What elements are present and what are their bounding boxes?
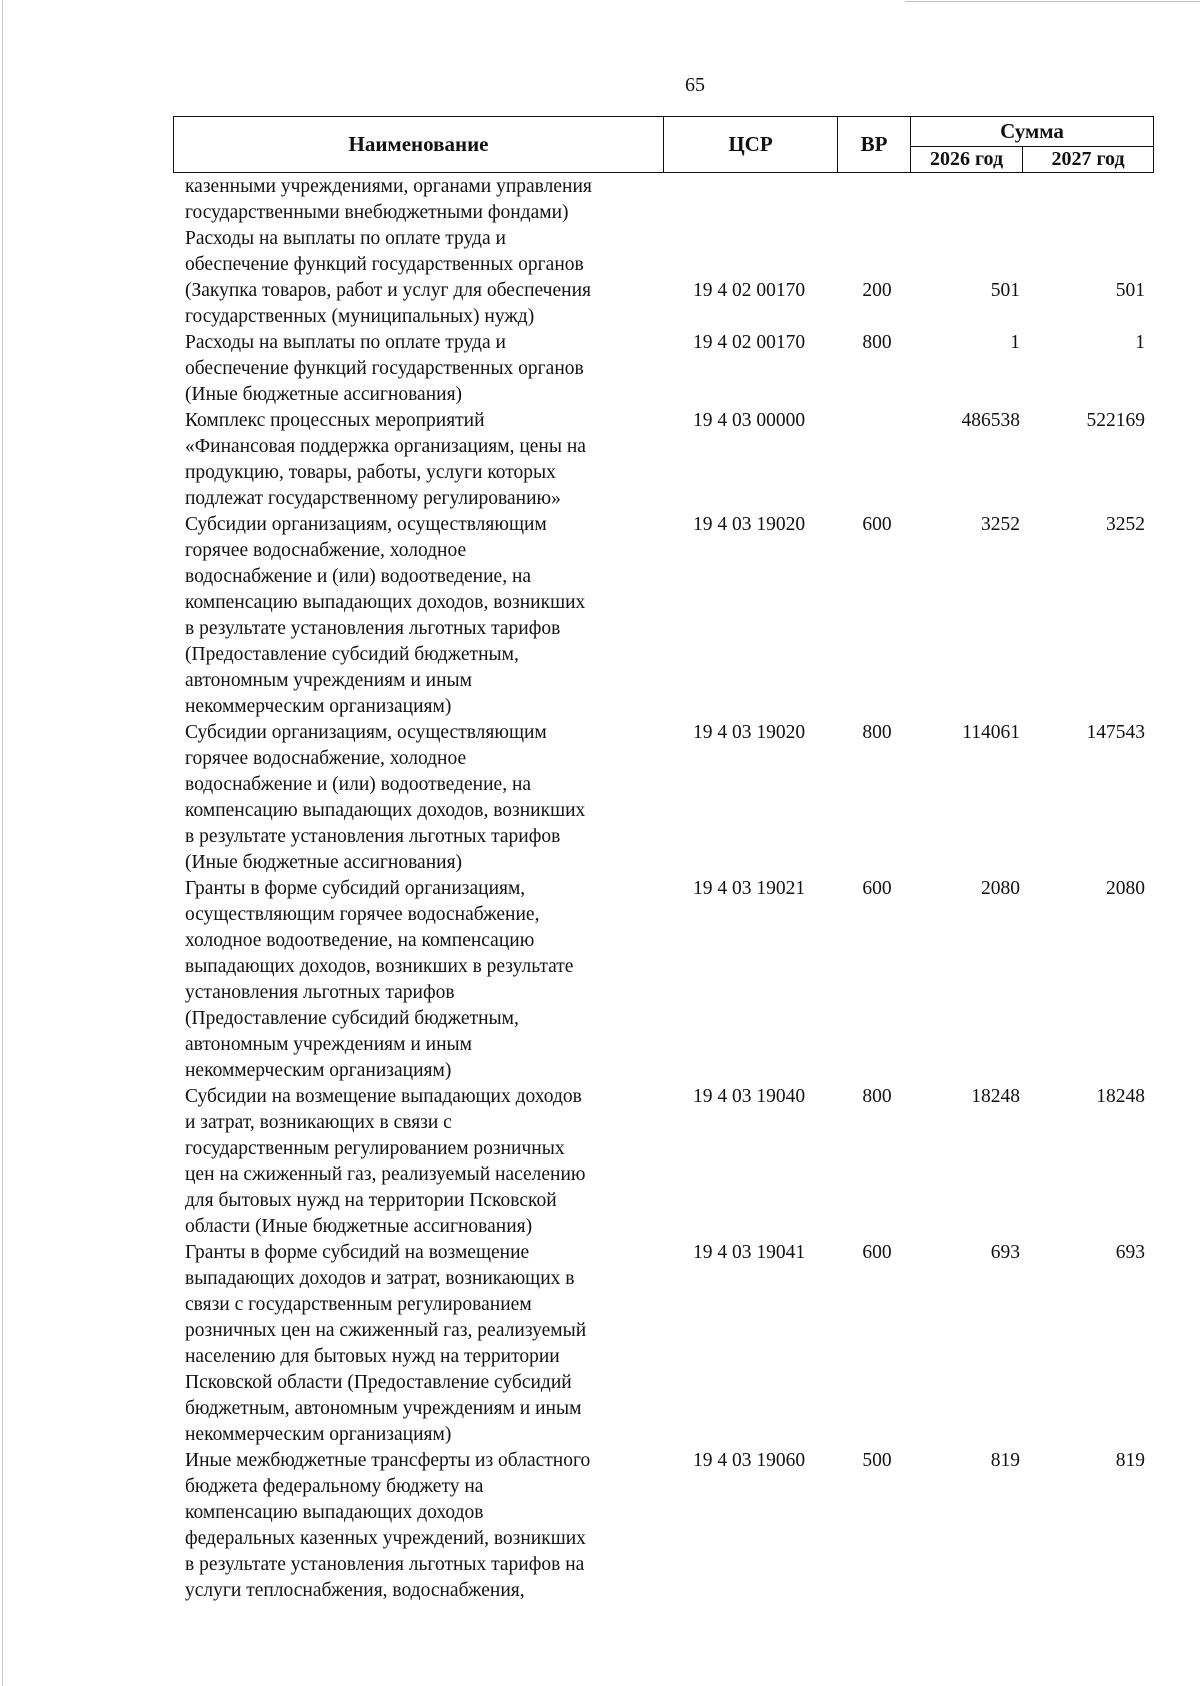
row-2027: 147543 bbox=[1086, 722, 1145, 743]
row-vr: 600 bbox=[862, 1242, 892, 1263]
row-csr: 19 4 03 19021 bbox=[693, 878, 806, 899]
row-vr: 800 bbox=[862, 722, 892, 743]
row-2026: 2080 bbox=[981, 878, 1020, 899]
row-2027: 501 bbox=[1115, 280, 1145, 301]
row-csr: 19 4 03 19020 bbox=[693, 722, 806, 743]
row-name: Расходы на выплаты по оплате труда и обеспечение функций государственных органов (Иные бюджетные ассигнования) bbox=[185, 332, 584, 405]
row-vr: 600 bbox=[862, 514, 892, 535]
table-row bbox=[185, 1448, 1145, 1604]
row-2026: 114061 bbox=[962, 722, 1020, 743]
row-vr: 800 bbox=[862, 332, 892, 353]
row-2026: 501 bbox=[990, 280, 1020, 301]
row-2027: 819 bbox=[1115, 1450, 1145, 1471]
scan-edge-top bbox=[905, 1, 1200, 2]
row-vr: 600 bbox=[862, 878, 892, 899]
table-row bbox=[185, 174, 1145, 226]
table-row bbox=[185, 720, 1145, 876]
row-2026: 693 bbox=[990, 1242, 1020, 1263]
row-2027: 693 bbox=[1115, 1242, 1145, 1263]
row-2027: 3252 bbox=[1106, 514, 1145, 535]
row-name: Комплекс процессных мероприятий «Финансовая поддержка организациям, цены на продукцию, товары, работы, услуги которых подлежат государственному регулированию» bbox=[185, 410, 586, 509]
row-name: Гранты в форме субсидий организациям, осуществляющим горячее водоснабжение, холодное водоотведение, на компенсацию выпадающих доходов, возникших в результате установления льготных тарифов (Предоставление субсидий бюджетным, автономным учреждениям и иным некоммерческим организациям) bbox=[185, 878, 574, 1081]
row-2026: 3252 bbox=[981, 514, 1020, 535]
row-2027: 18248 bbox=[1096, 1086, 1145, 1107]
table-row bbox=[185, 330, 1145, 408]
row-csr: 19 4 03 19020 bbox=[693, 514, 806, 535]
row-2026: 819 bbox=[990, 1450, 1020, 1471]
row-name: казенными учреждениями, органами управления государственными внебюджетными фондами) bbox=[185, 176, 592, 223]
header-name: Наименование bbox=[174, 117, 664, 172]
row-name: Гранты в форме субсидий на возмещение выпадающих доходов и затрат, возникающих в связи с государственным регулированием розничных цен на сжиженный газ, реализуемый населению для бытовых нужд на территории Псковской области (Предоставление субсидий бюджетным, автономным учреждениям и иным некоммерческим организациям) bbox=[185, 1242, 587, 1445]
row-2027: 522169 bbox=[1086, 410, 1145, 431]
table-row bbox=[185, 408, 1145, 512]
table-header bbox=[173, 116, 1154, 173]
row-name: Расходы на выплаты по оплате труда и обеспечение функций государственных органов (Закупка товаров, работ и услуг для обеспечения государственных (муниципальных) нужд) bbox=[185, 228, 591, 327]
row-name: Субсидии организациям, осуществляющим горячее водоснабжение, холодное водоснабжение и (или) водоотведение, на компенсацию выпадающих доходов, возникших в результате установления льготных тарифов (Предоставление субсидий бюджетным, автономным учреждениям и иным некоммерческим организациям) bbox=[185, 514, 586, 717]
row-2026: 486538 bbox=[961, 410, 1020, 431]
row-csr: 19 4 03 19060 bbox=[693, 1450, 806, 1471]
header-vr: ВР bbox=[838, 117, 911, 172]
header-csr: ЦСР bbox=[664, 117, 838, 172]
table-row bbox=[185, 226, 1145, 330]
row-2027: 2080 bbox=[1106, 878, 1145, 899]
row-csr: 19 4 02 00170 bbox=[693, 332, 806, 353]
row-vr: 800 bbox=[862, 1086, 892, 1107]
row-vr: 500 bbox=[862, 1450, 892, 1471]
table-row bbox=[185, 512, 1145, 720]
row-csr: 19 4 03 19040 bbox=[693, 1086, 806, 1107]
header-year-2027: 2027 год bbox=[1051, 148, 1125, 170]
scan-edge-left bbox=[2, 0, 3, 1686]
row-2027: 1 bbox=[1135, 332, 1145, 353]
row-csr: 19 4 02 00170 bbox=[693, 280, 806, 301]
row-2026: 1 bbox=[1010, 332, 1020, 353]
page-number: 65 bbox=[685, 74, 705, 96]
row-csr: 19 4 03 19041 bbox=[693, 1242, 806, 1263]
row-csr: 19 4 03 00000 bbox=[693, 410, 806, 431]
header-year-2026: 2026 год bbox=[911, 147, 1023, 172]
table-row bbox=[185, 1240, 1145, 1448]
table-row bbox=[185, 876, 1145, 1084]
row-name: Иные межбюджетные трансферты из областного бюджета федеральному бюджету на компенсацию выпадающих доходов федеральных казенных учреждений, возникших в результате установления льготных тарифов на услуги теплоснабжения, водоснабжения, bbox=[185, 1450, 591, 1601]
table-row bbox=[185, 1084, 1145, 1240]
table-body bbox=[185, 174, 1145, 1604]
header-sum: Сумма bbox=[911, 117, 1153, 147]
row-vr: 200 bbox=[862, 280, 892, 301]
row-name: Субсидии на возмещение выпадающих доходов и затрат, возникающих в связи с государственным регулированием розничных цен на сжиженный газ, реализуемый населению для бытовых нужд на территории Псковской области (Иные бюджетные ассигнования) bbox=[185, 1086, 586, 1237]
row-name: Субсидии организациям, осуществляющим горячее водоснабжение, холодное водоснабжение и (или) водоотведение, на компенсацию выпадающих доходов, возникших в результате установления льготных тарифов (Иные бюджетные ассигнования) bbox=[185, 722, 586, 873]
row-2026: 18248 bbox=[971, 1086, 1020, 1107]
